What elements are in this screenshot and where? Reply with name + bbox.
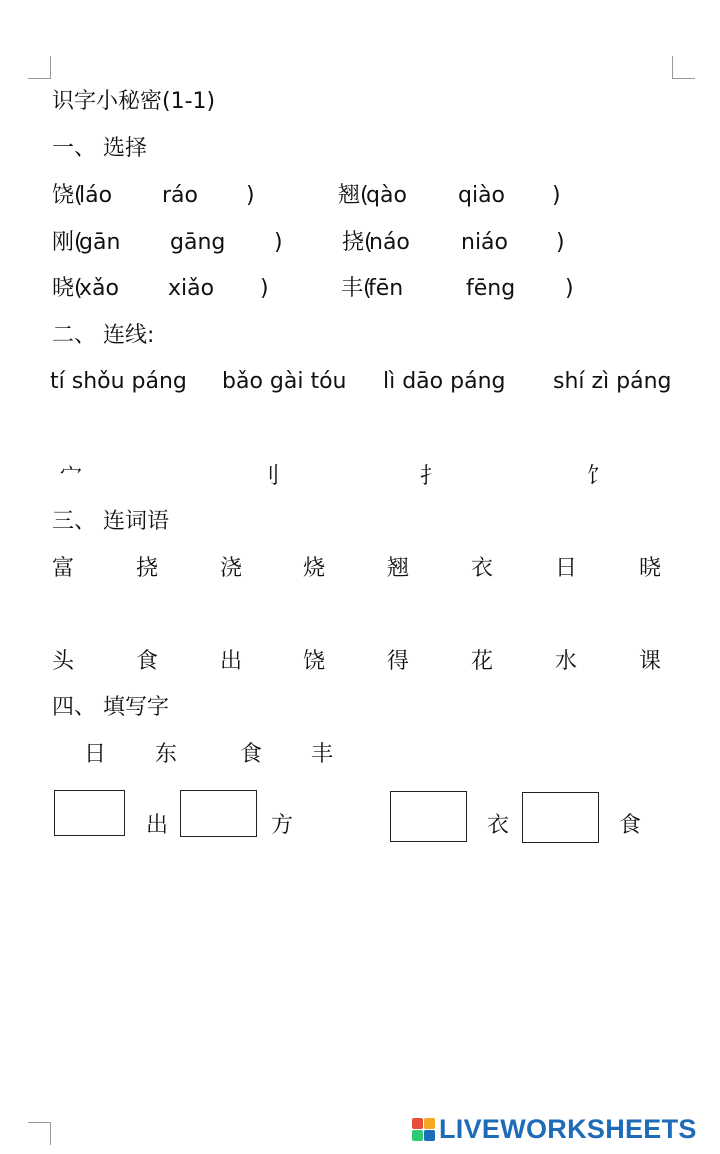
answer-box[interactable] xyxy=(54,790,125,836)
choice-char: 丰( xyxy=(341,276,372,301)
choice-char: 翘( xyxy=(338,183,369,208)
choice-close: ) xyxy=(274,230,283,255)
section-2-heading: 二、 连线: xyxy=(52,323,155,348)
word-char[interactable]: 得 xyxy=(387,649,410,674)
fill-option[interactable]: 日 xyxy=(84,742,107,767)
choice-close: ) xyxy=(552,183,561,208)
choice-option[interactable]: xǎo xyxy=(79,276,119,301)
word-char[interactable]: 挠 xyxy=(136,556,159,581)
answer-box[interactable] xyxy=(522,792,599,843)
choice-char: 刚( xyxy=(52,230,83,255)
word-char[interactable]: 烧 xyxy=(303,556,326,581)
badge-square xyxy=(424,1130,435,1141)
badge-square xyxy=(412,1118,423,1129)
choice-option[interactable]: gāng xyxy=(170,230,226,255)
fill-option[interactable]: 丰 xyxy=(311,742,334,767)
word-char[interactable]: 食 xyxy=(136,649,159,674)
liveworksheets-badge-icon xyxy=(412,1118,435,1141)
choice-char: 饶( xyxy=(52,183,83,208)
word-char[interactable]: 日 xyxy=(555,556,578,581)
word-char[interactable]: 出 xyxy=(220,649,243,674)
word-char[interactable]: 富 xyxy=(52,556,75,581)
crop-mark-top-left xyxy=(28,56,51,79)
choice-option[interactable]: láo xyxy=(79,183,113,208)
radical-item[interactable]: 宀 xyxy=(60,464,83,489)
choice-option[interactable]: gān xyxy=(79,230,121,255)
logo-text: LIVEWORKSHEETS xyxy=(439,1113,697,1144)
section-4-heading: 四、 填写字 xyxy=(52,695,169,720)
choice-option[interactable]: ráo xyxy=(162,183,198,208)
choice-option[interactable]: fēn xyxy=(368,276,404,301)
liveworksheets-logo xyxy=(412,1113,697,1145)
choice-option[interactable]: xiǎo xyxy=(168,276,215,301)
word-char[interactable]: 花 xyxy=(471,649,494,674)
choice-option[interactable]: niáo xyxy=(461,230,508,255)
fill-option[interactable]: 东 xyxy=(155,742,178,767)
choice-char: 挠( xyxy=(342,230,373,255)
fill-char: 方 xyxy=(271,813,294,838)
choice-close: ) xyxy=(565,276,574,301)
section-3-heading: 三、 连词语 xyxy=(52,509,169,534)
radical-item[interactable]: 饣 xyxy=(587,464,610,489)
radical-item[interactable]: 刂 xyxy=(258,464,281,489)
word-char[interactable]: 晓 xyxy=(639,556,662,581)
crop-mark-bottom-left xyxy=(28,1122,51,1145)
word-char[interactable]: 头 xyxy=(52,649,75,674)
word-char[interactable]: 翘 xyxy=(387,556,410,581)
fill-char: 衣 xyxy=(487,813,510,838)
word-char[interactable]: 浇 xyxy=(220,556,243,581)
choice-option[interactable]: qào xyxy=(366,183,407,208)
fill-option[interactable]: 食 xyxy=(240,742,263,767)
pinyin-item[interactable]: lì dāo páng xyxy=(383,369,506,394)
fill-char: 食 xyxy=(619,813,642,838)
choice-option[interactable]: fēng xyxy=(466,276,516,301)
choice-option[interactable]: náo xyxy=(369,230,410,255)
fill-char: 出 xyxy=(146,813,169,838)
word-char[interactable]: 衣 xyxy=(471,556,494,581)
choice-char: 晓( xyxy=(52,276,83,301)
pinyin-item[interactable]: bǎo gài tóu xyxy=(222,369,347,394)
choice-close: ) xyxy=(246,183,255,208)
word-char[interactable]: 饶 xyxy=(303,649,326,674)
pinyin-item[interactable]: shí zì páng xyxy=(553,369,672,394)
answer-box[interactable] xyxy=(390,791,467,842)
choice-close: ) xyxy=(260,276,269,301)
radical-item[interactable]: 扌 xyxy=(420,464,443,489)
pinyin-item[interactable]: tí shǒu páng xyxy=(50,369,187,394)
word-char[interactable]: 课 xyxy=(639,649,662,674)
answer-box[interactable] xyxy=(180,790,257,837)
choice-option[interactable]: qiào xyxy=(458,183,506,208)
badge-square xyxy=(424,1118,435,1129)
word-char[interactable]: 水 xyxy=(555,649,578,674)
crop-mark-top-right xyxy=(672,56,695,79)
choice-close: ) xyxy=(556,230,565,255)
badge-square xyxy=(412,1130,423,1141)
section-1-heading: 一、 选择 xyxy=(52,136,147,161)
page-title: 识字小秘密(1-1) xyxy=(52,89,216,114)
